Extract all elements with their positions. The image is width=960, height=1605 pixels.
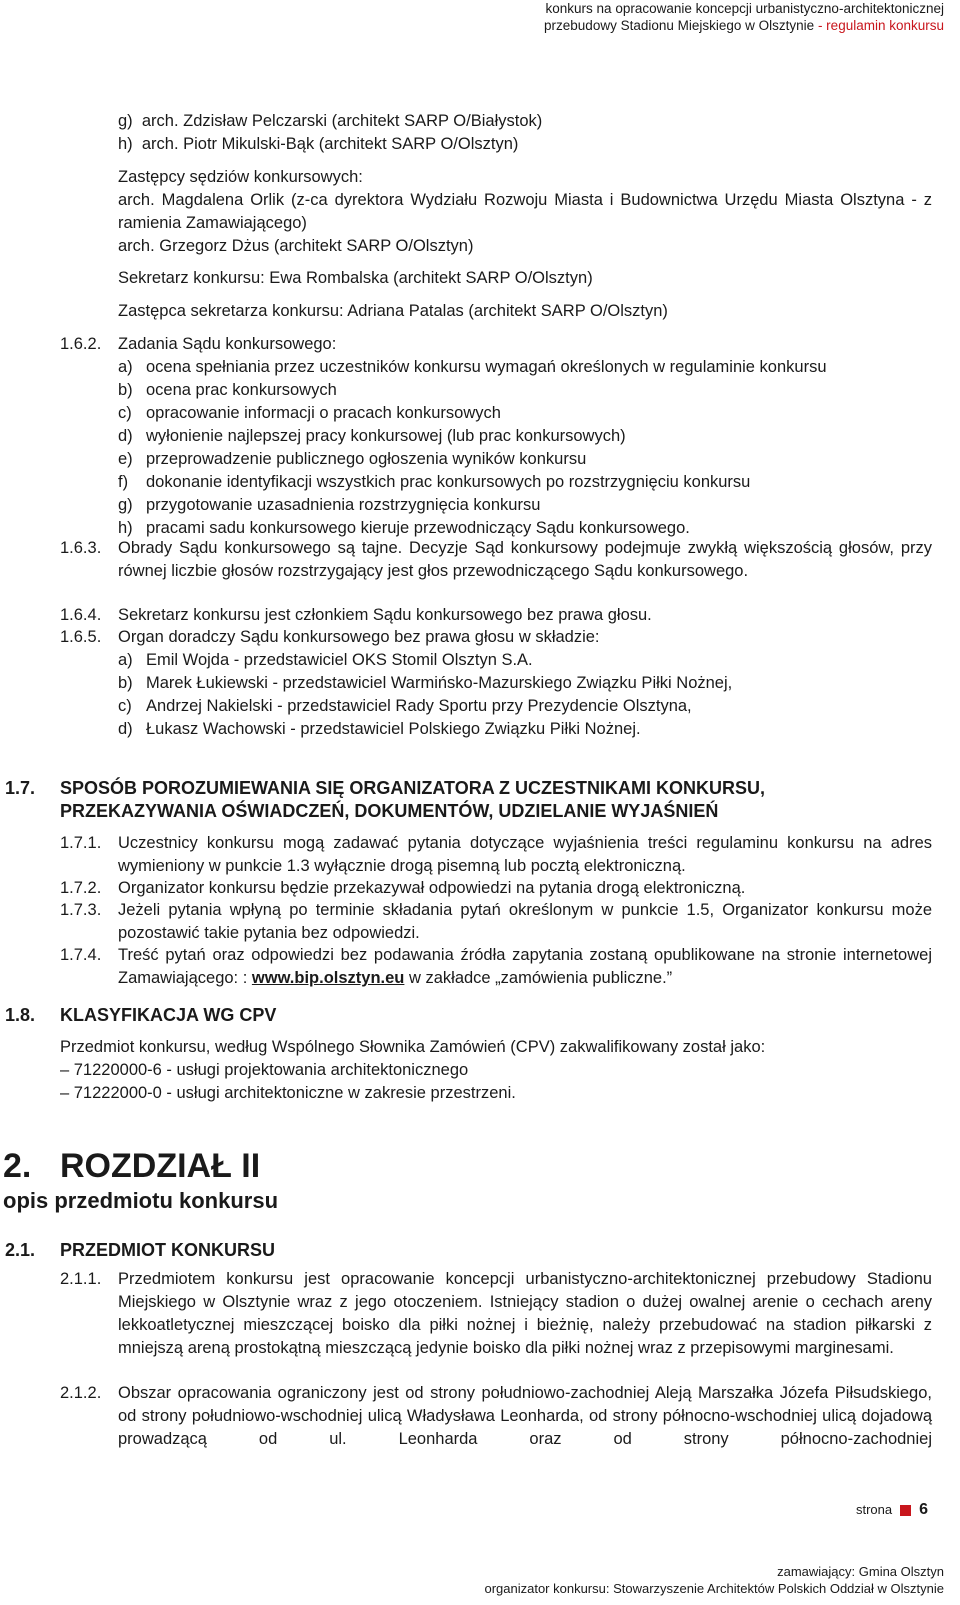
chapter-number: 2. <box>3 1147 32 1185</box>
item-text: Łukasz Wachowski - przedstawiciel Polskiego Związku Piłki Nożnej. <box>146 720 641 738</box>
section-number: 1.6.2. <box>60 335 102 353</box>
section-number: 1.7. <box>5 778 36 798</box>
cpv-intro: Przedmiot konkursu, według Wspólnego Słownika Zamówień (CPV) zakwalifikowany został jako: <box>60 1038 766 1056</box>
judge-item-h <box>118 133 518 156</box>
item-letter: b) <box>118 674 133 692</box>
section-2-1-2-text: Obszar opracowania ograniczony jest od strony południowo-zachodniej Aleją Marszałka Józefa Piłsudskiego, od strony południowo-wschodniej ulicą Władysława Leonharda, od strony północno-wschodniej ulicą dojadową prowadzącą od ul. Leonharda oraz od strony północno-zachodniej <box>118 1384 932 1448</box>
item-letter: g) <box>118 112 133 130</box>
header-line1: konkurs na opracowanie koncepcji urbanistyczno-architektonicznej <box>545 1 944 16</box>
page-number-block <box>856 1502 928 1518</box>
chapter-subtitle: opis przedmiotu konkursu <box>3 1188 279 1213</box>
advisor-item <box>118 718 932 741</box>
item-letter: d) <box>118 720 133 738</box>
page-header <box>544 0 944 34</box>
item-letter: b) <box>118 381 133 399</box>
item-text: Marek Łukiewski - przedstawiciel Warmińsko-Mazurskiego Związku Piłki Nożnej, <box>146 674 733 692</box>
footer-organizer: organizator konkursu: Stowarzyszenie Architektów Polskich Oddział w Olsztynie <box>484 1581 944 1596</box>
judge-item-g <box>118 110 542 133</box>
header-line2 <box>544 17 944 34</box>
section-1-6-4-text: Sekretarz konkursu jest członkiem Sądu konkursowego bez prawa głosu. <box>118 606 652 624</box>
section-1-6-5 <box>118 626 932 741</box>
cpv-item: – 71220000-6 - usługi projektowania architektonicznego <box>60 1061 469 1079</box>
advisor-list <box>118 649 932 741</box>
paragraph-text: w zakładce „zamówienia publiczne.” <box>404 969 673 987</box>
item-letter: d) <box>118 427 133 445</box>
section-number: 1.7.2. <box>60 879 102 897</box>
section-number: 1.6.5. <box>60 628 102 646</box>
section-heading-2-1: PRZEDMIOT KONKURSU <box>60 1240 275 1260</box>
section-number: 2.1.2. <box>60 1384 102 1402</box>
item-letter: g) <box>118 496 133 514</box>
paragraph-text: Treść pytań oraz odpowiedzi bez podawania źródła zapytania zostaną opublikowane na stronie internetowej Zamawiającego: : <box>118 946 932 987</box>
section-number: 1.7.3. <box>60 901 102 919</box>
item-text: pracami sadu konkursowego kieruje przewodniczący Sądu konkursowego. <box>146 519 690 537</box>
item-text: opracowanie informacji o pracach konkursowych <box>146 404 501 422</box>
cpv-item: – 71222000-0 - usługi architektoniczne w zakresie przestrzeni. <box>60 1084 516 1102</box>
bip-link[interactable]: www.bip.olsztyn.eu <box>251 969 405 987</box>
section-number: 1.8. <box>5 1005 36 1025</box>
page-footer <box>484 1563 944 1597</box>
section-title: Zadania Sądu konkursowego: <box>118 335 337 353</box>
task-item <box>118 494 932 517</box>
item-text: dokonanie identyfikacji wszystkich prac konkursowych po rozstrzygnięciu konkursu <box>146 473 751 491</box>
section-heading-1-8: KLASYFIKACJA WG CPV <box>60 1005 277 1025</box>
task-item <box>118 402 932 425</box>
footer-client: zamawiający: Gmina Olsztyn <box>777 1564 944 1579</box>
page-label: strona <box>855 1502 893 1517</box>
item-letter: f) <box>118 473 129 491</box>
item-text: ocena spełniania przez uczestników konkursu wymagań określonych w regulaminie konkursu <box>146 358 827 376</box>
header-title: przebudowy Stadionu Miejskiego w Olsztynie <box>544 18 815 33</box>
header-subtitle: - regulamin konkursu <box>817 18 944 33</box>
item-text: Emil Wojda - przedstawiciel OKS Stomil Olsztyn S.A. <box>146 651 533 669</box>
section-title: Organ doradczy Sądu konkursowego bez prawa głosu w składzie: <box>118 628 600 646</box>
section-1-6-2 <box>118 333 932 540</box>
secretary: Sekretarz konkursu: Ewa Rombalska (architekt SARP O/Olsztyn) <box>118 269 593 287</box>
section-1-7-2-text: Organizator konkursu będzie przekazywał odpowiedzi na pytania drogą elektroniczną. <box>118 879 746 897</box>
section-1-7-4-text <box>118 944 932 990</box>
task-item <box>118 356 932 379</box>
section-heading-1-7 <box>60 777 765 823</box>
section-number: 1.7.1. <box>60 834 102 852</box>
item-letter: c) <box>118 697 132 715</box>
section-number: 2.1. <box>5 1240 36 1260</box>
task-item <box>118 448 932 471</box>
page-number: 6 <box>919 1501 928 1518</box>
item-text: przeprowadzenie publicznego ogłoszenia wyników konkursu <box>146 450 587 468</box>
deputies-title: Zastępcy sędziów konkursowych: <box>118 168 363 186</box>
heading-line1: SPOSÓB POROZUMIEWANIA SIĘ ORGANIZATORA Z UCZESTNIKAMI KONKURSU, <box>60 778 766 798</box>
chapter-title: ROZDZIAŁ II <box>60 1147 261 1185</box>
item-text: przygotowanie uzasadnienia rozstrzygnięcia konkursu <box>146 496 541 514</box>
section-number: 2.1.1. <box>60 1270 102 1288</box>
section-number: 1.6.3. <box>60 539 102 557</box>
item-letter: a) <box>118 358 133 376</box>
task-item <box>118 471 932 494</box>
section-1-6-3-text: Obrady Sądu konkursowego są tajne. Decyzje Sąd konkursowy podejmuje zwykłą większością głosów, przy równej liczbie głosów rozstrzygający jest głos przewodniczącego Sądu konkursowego. <box>118 539 932 580</box>
advisor-item <box>118 649 932 672</box>
section-number: 1.6.4. <box>60 606 102 624</box>
item-letter: h) <box>118 135 133 153</box>
deputy-secretary: Zastępca sekretarza konkursu: Adriana Patalas (architekt SARP O/Olsztyn) <box>118 302 668 320</box>
heading-line2: PRZEKAZYWANIA OŚWIADCZEŃ, DOKUMENTÓW, UDZIELANIE WYJAŚNIEŃ <box>60 801 719 821</box>
red-square-icon <box>900 1505 911 1516</box>
item-letter: c) <box>118 404 132 422</box>
item-letter: e) <box>118 450 133 468</box>
advisor-item <box>118 672 932 695</box>
section-number: 1.7.4. <box>60 946 102 964</box>
deputy-judge-2: arch. Grzegorz Dżus (architekt SARP O/Olsztyn) <box>118 237 474 255</box>
task-list <box>118 356 932 540</box>
task-item <box>118 379 932 402</box>
item-text: Andrzej Nakielski - przedstawiciel Rady Sportu przy Prezydencie Olsztyna, <box>146 697 692 715</box>
cpv-block <box>60 1036 932 1105</box>
task-item <box>118 425 932 448</box>
deputy-judge-1: arch. Magdalena Orlik (z-ca dyrektora Wydziału Rozwoju Miasta i Budownictwa Urzędu Miasta Olsztyna - z ramienia Zamawiającego) <box>118 191 932 232</box>
item-letter: h) <box>118 519 133 537</box>
item-letter: a) <box>118 651 133 669</box>
advisor-item <box>118 695 932 718</box>
item-text: arch. Zdzisław Pelczarski (architekt SARP O/Białystok) <box>141 112 543 130</box>
item-text: wyłonienie najlepszej pracy konkursowej (lub prac konkursowych) <box>146 427 626 445</box>
item-text: ocena prac konkursowych <box>146 381 337 399</box>
section-1-7-3-text: Jeżeli pytania wpłyną po terminie składania pytań określonym w punkcie 1.5, Organizator konkursu może pozostawić takie pytania bez odpowiedzi. <box>118 901 932 942</box>
item-text: arch. Piotr Mikulski-Bąk (architekt SARP O/Olsztyn) <box>141 135 519 153</box>
section-2-1-1-text: Przedmiotem konkursu jest opracowanie koncepcji urbanistyczno-architektonicznej przebudowy Stadionu Miejskiego w Olsztynie wraz z jego otoczeniem. Istniejący stadion o dużej owalnej arenie o cechach areny lekkoatletycznej mieszczącej boisko dla piłki nożnej i bieżnię, należy przebudować na stadion piłkarski z mniejszą areną prostokątną mieszczącą jedynie boisko dla piłki nożnej wraz z przepisowymi marginesami. <box>118 1270 932 1357</box>
section-1-7-1-text: Uczestnicy konkursu mogą zadawać pytania dotyczące wyjaśnienia treści regulaminu konkursu na adres wymieniony w punkcie 1.3 wyłącznie drogą pisemną lub pocztą elektroniczną. <box>118 834 932 875</box>
